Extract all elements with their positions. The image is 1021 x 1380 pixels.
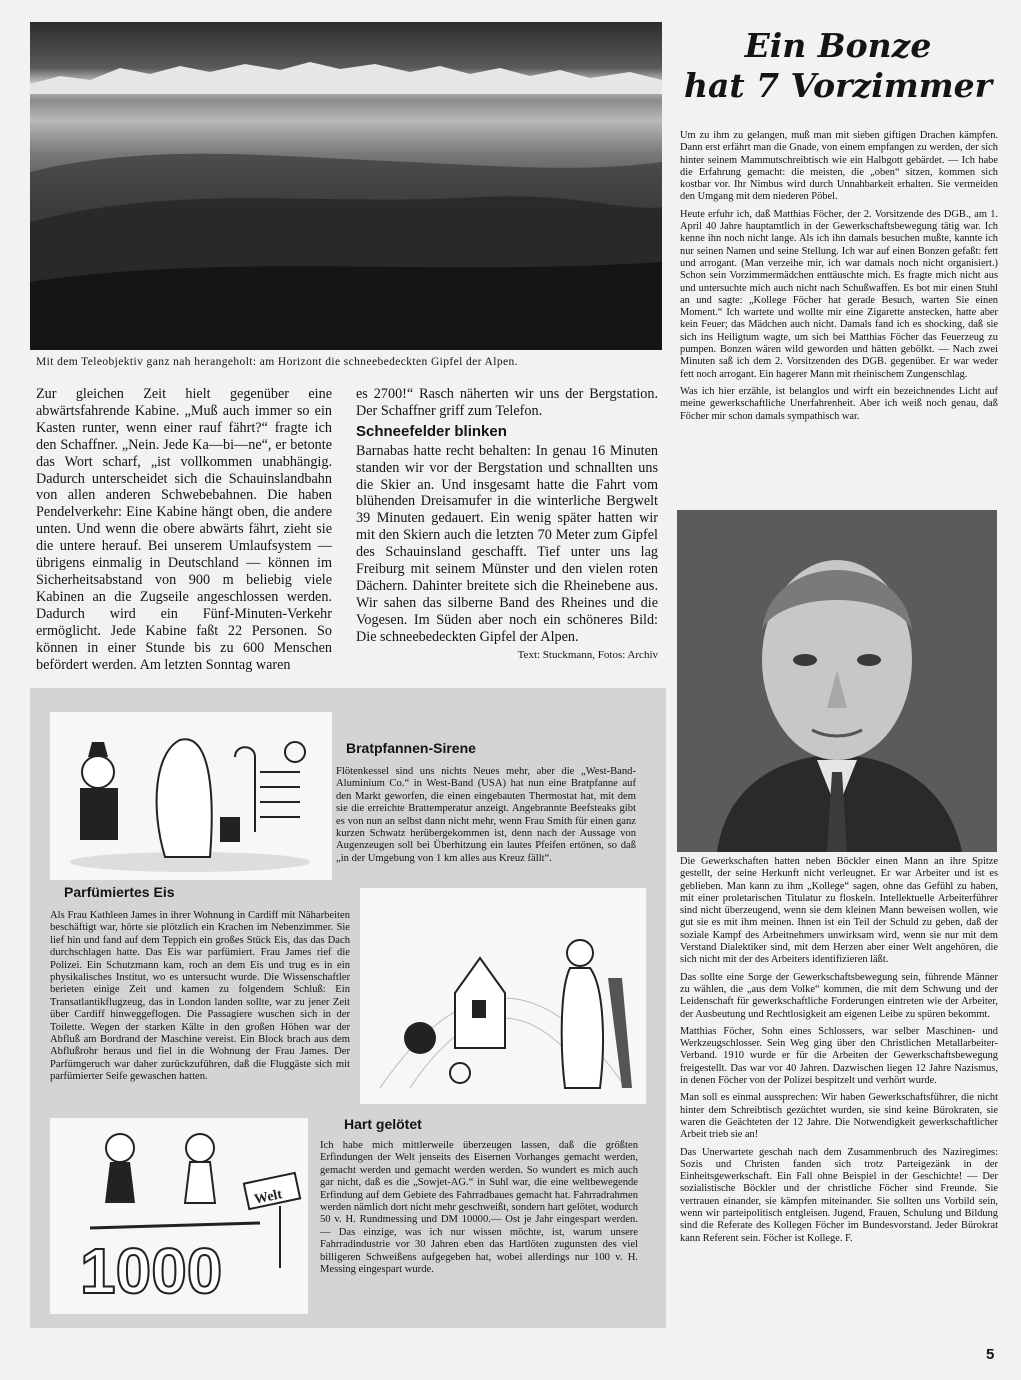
feature-title-line-1: Ein Bonze	[744, 26, 932, 65]
feature-paragraph: Heute erfuhr ich, daß Matthias Föcher, der 2. Vorsitzende des DGB., am 1. April 40 Jahre hauptamtlich in der Gewerkschaftsbewegung tätig war. Ich kenne ihn noch nicht lange. Als ich ihn damals besuchen mußte, kannte ich nur seinen Namen und seine Stellung. Ich war auf einen Bonzen gefaßt: fett und arrogant. (Man verzeihe mir, ich war damals noch nicht organisiert.) Schon sein Vorzimmermädchen enttäuschte mich. Es fragte mich nicht aus und untersuchte mich auch nicht nach Schußwaffen. Es bot mir einen Stuhl an und sagte: „Kollege Föcher hat gerade Besuch, warten Sie einen Moment.“ Ich wartete und wollte mir eine Zigarette anstecken, hatte aber kein Feuer; das Mädchen auch nicht. Damals fand ich es shocking, daß sie sich ins Heiligtum wagte, um sich bei Matthias Föcher das Feuerzeug zu pumpen. Bonzen wären wild geworden und hätten gebölkt. — Nach zwei Minuten saß ich dem 2. Vorsitzenden des DGB. gegenüber. Er war weder fett noch arrogant. Ein hagerer Mann mit rheinischem Zungenschlag.	[680, 208, 998, 380]
feature-paragraph: Das sollte eine Sorge der Gewerkschaftsbewegung sein, führende Männer zu wählen, die „aus dem Volke“ kommen, die mit dem Schwung und der Leidenschaft für gewerkschaftliche Forderungen eintreten wie der Arbeiter, der Ausbeutung und Rechtlosigkeit am eigenen Leibe zu spüren bekommt.	[680, 971, 998, 1020]
bicycle-cartoon-illustration	[50, 1118, 308, 1314]
article-subheading: Schneefelder blinken	[356, 422, 507, 440]
feature-paragraph: Das Unerwartete geschah nach dem Zusammenbruch des Naziregimes: Sozis und Christen fanden sich trotz Parteigezänk in der Einheitsgewerkschaft. Ein Fall ohne Beispiel in der Geschichte! — Der sozialistische Böckler und der christliche Föcher sind Freunde. Sie vertrauen einander, sie kämpfen miteinander. Sie sollten uns Vorbild sein, wenn wir parteipolitisch entgleisen. Jugend, Frauen, Schulung und Bildung sind die Referate des Kollegen Föcher im Bundesvorstand. Jeder Bürokrat kann Referent sein. Föcher ist Kollege. F.	[680, 1146, 998, 1244]
frying-pan-cartoon	[360, 888, 646, 1104]
wheel-number: 1000	[80, 1235, 223, 1307]
article-column-1	[36, 386, 332, 673]
feature-paragraph: Um zu ihm zu gelangen, muß man mit sieben giftigen Drachen kämpfen. Dann erst erfährt man die Gnade, von einem empfangen zu werden, der sich hinter seinem Mammutschreibtisch wie ein Halbgott gebärdet. — Ich habe die Erfahrung gemacht: die meisten, die „oben“ sitzen, kommen sich kostbar vor. Ihr Nimbus wird durch Unnahbarkeit erhalten. Sie vermeiden den Umgang mit dem niederen Pöbel.	[680, 130, 998, 203]
photo-caption: Mit dem Teleobjektiv ganz nah herangeholt: am Horizont die schneebedeckten Gipfel der Alpen.	[36, 356, 518, 368]
alps-landscape-photo	[30, 22, 662, 350]
curiosities-box	[30, 688, 666, 1328]
box-heading: Bratpfannen-Sirene	[346, 740, 476, 756]
feature-paragraph: Matthias Föcher, Sohn eines Schlossers, war selber Maschinen- und Werkzeugschlosser. Sein Weg ging über den Christlichen Metallarbeiter-Verband. 1910 wurde er für die Arbeiten der Gewerkschaftsbewegung freigestellt. Das war vor 40 Jahren. Dazwischen liegen 12 Jahre Nazismus, in denen Föcher von der Polizei bespitzelt und verhört wurde.	[680, 1025, 998, 1087]
feature-intro	[680, 130, 998, 428]
box-text: Flötenkessel sind uns nichts Neues mehr, aber die „West-Band-Aluminium Co.“ in West-Band (USA) hat nun eine Bratpfanne auf den Markt geworfen, die einen eingebauten Thermostat hat, mit dem sie die erreichte Brattemperatur anzeigt. Angebrannte Beefsteaks gibt es von nun an selbst dann nicht mehr, wenn Frau Smith für einen ganz kurzen Schwatz herübergekommen ist, denn nach der Aussage von Augenzeugen soll bei Überhitzung ein lautes Pfeifen ertönen, so daß „in der Umgebung von 1 km alles aus Kreuz fällt“.	[336, 766, 636, 864]
welt-sign-text: Welt	[252, 1187, 284, 1208]
article-paragraph: Zur gleichen Zeit hielt gegenüber eine abwärtsfahrende Kabine. „Muß auch immer so ein Kasten runter, wenn einer rauf fährt?“ fragte ich den Schaffner. „Nein. Jede Ka—bi—ne“, er betonte das Wort scharf, „ist vollkommen unabhängig. Dadurch unterscheidet sich die Schauinslandbahn von allen anderen Schwebebahnen. Die haben Pendelverkehr: Eine Kabine hängt oben, die andere unten. Und wenn die obere abwärts fährt, zieht sie die untere herauf. Bei unserem Umlaufsystem — übrigens einmalig in Deutschland — können im Sicherheitsabstand von 900 m beliebig viele Kabinen an die Zugseile angeschlossen werden. Dadurch wird ein Fünf-Minuten-Verkehr ermöglicht. Jede Kabine faßt 22 Personen. So können in einer Stunde bis zu 600 Menschen befördert werden. Am letzten Sonntag waren	[36, 386, 332, 673]
box-heading: Parfümiertes Eis	[64, 884, 175, 900]
article-credit: Text: Stuckmann, Fotos: Archiv	[517, 648, 658, 661]
bicycle-cartoon	[50, 1118, 308, 1314]
portrait-photo	[677, 510, 997, 852]
feature-paragraph: Man soll es einmal aussprechen: Wir haben Gewerkschaftsführer, die nicht hinter dem Schreibtisch gezüchtet wurden, sie sind keine Bürokraten, sie waren die Geächteten der 12 Jahre. Die Notwendigkeit gewerkschaftlicher Arbeit trieb sie an!	[680, 1092, 998, 1141]
feature-title	[677, 26, 999, 106]
feature-lower	[680, 856, 998, 1250]
page-number: 5	[986, 1346, 995, 1363]
ice-cartoon-illustration	[50, 712, 332, 880]
portrait-illustration	[677, 510, 997, 852]
feature-title-line-2: hat 7 Vorzimmer	[683, 66, 993, 105]
feature-paragraph: Die Gewerkschaften hatten neben Böckler einen Mann an ihre Spitze gestellt, der seine Herkunft nicht verleugnet. Er war Arbeiter und ist es geblieben. Man kann zu ihm „Kollege“ sagen, ohne das Gefühl zu haben, mit einer proletarischen Titulatur zu floskeln. Intellektuelle Arbeiterführer sind nicht überzeugend, wenn sie dem kleinen Mann beweisen wollen, wie gut sie es mit ihm meinen. Ihnen ist ein Teil der Schuld zu geben, daß der soziale Kampf des Arbeitnehmers unwirksam wird, wenn sie nur mit dem Verstand Dialektiker sind, mit dem Herzen aber einer Welt angehören, die sich nicht mit der des Arbeiters identifizieren läßt.	[680, 856, 998, 966]
frying-pan-cartoon-illustration	[360, 888, 646, 1104]
article-column-2	[356, 386, 658, 664]
article-paragraph: Barnabas hatte recht behalten: In genau 16 Minuten standen wir vor der Bergstation und schnallten uns die Skier an. Und insgesamt hatte die Fahrt vom blühenden Dreisamufer in die winterliche Bergwelt 39 Minuten gedauert. Ein wenig später hatten wir mit den Skiern auch die letzten 70 Meter zum Gipfel des Schauinsland geschafft. Tief unter uns lag Freiburg mit seinem Münster und den vielen roten Dächern. Dahinter breitete sich die Rheinebene aus. Wir sahen das silberne Band des Rheines und die Vogesen. Im Süden aber noch ein schöneres Bild: Die schneebedeckten Gipfel der Alpen.	[356, 442, 658, 645]
article-paragraph: es 2700!“ Rasch näherten wir uns der Bergstation. Der Schaffner griff zum Telefon.	[356, 386, 658, 419]
feature-paragraph: Was ich hier erzähle, ist belanglos und wirft ein bezeichnendes Licht auf meine gewerkschaftliche Unerfahrenheit. Aber ich weiß noch genau, daß Föcher mir schon damals sympathisch war.	[680, 385, 998, 422]
ice-cartoon	[50, 712, 332, 880]
box-text: Als Frau Kathleen James in ihrer Wohnung in Cardiff mit Näharbeiten beschäftigt war, hörte sie plötzlich ein Krachen im Nebenzimmer. Sie lief hin und fand auf dem Teppich ein großes Stück Eis, das das Dach durchschlagen hatte. Das Eis war parfümiert. Frau James rief die Polizei. Ein Schutzmann kam, roch an dem Eis und trug es in ein physikalisches Institut, wo es untersucht wurde. Die Wissenschaftler berieten einige Zeit und kamen zu folgendem Schluß: Ein Transatlantikflugzeug, das in London landen sollte, war zu jener Zeit über Cardiff hinweggeflogen. Die Passagiere wuschen sich in der Toilette. Wegen der starken Kälte in den großen Höhen war der Abfluß am Bordrand der Maschine vereist. Ein Block brach aus dem Abflußrohr heraus und fiel in die Wohnung der Frau James. Der Parfümgeruch war daher zurückzuführen, daß die Fluggäste sich mit parfümierter Seife gewaschen hatten.	[50, 910, 350, 1083]
box-text: Ich habe mich mittlerweile überzeugen lassen, daß die größten Erfindungen der Welt jenseits des Eisernen Vorhanges gemacht werden, gemacht werden und gemacht werden werden. So wundert es mich auch gar nicht, daß es die „Sowjet-AG.“ in Suhl war, die eine weltbewegende Erfindung auf dem Gebiete des Fahrradbaues gemacht hat. Fahrradrahmen werden nämlich dort nicht mehr geschweißt, sondern hart gelötet, wodurch 50 v. H. Rundmessing und DM 10000.— Ost je Jahr eingespart werden. — Das einzige, was ich nur wissen möchte, ist, warum unsere Fahrradindustrie vor 30 Jahren eben das Hartlöten zugunsten des viel billigeren Schweißens aufgegeben hat, wobei allerdings nur 100 v. H. Messing eingespart wurde.	[320, 1140, 639, 1276]
alps-landscape-illustration	[30, 22, 662, 350]
box-heading: Hart gelötet	[344, 1116, 422, 1132]
